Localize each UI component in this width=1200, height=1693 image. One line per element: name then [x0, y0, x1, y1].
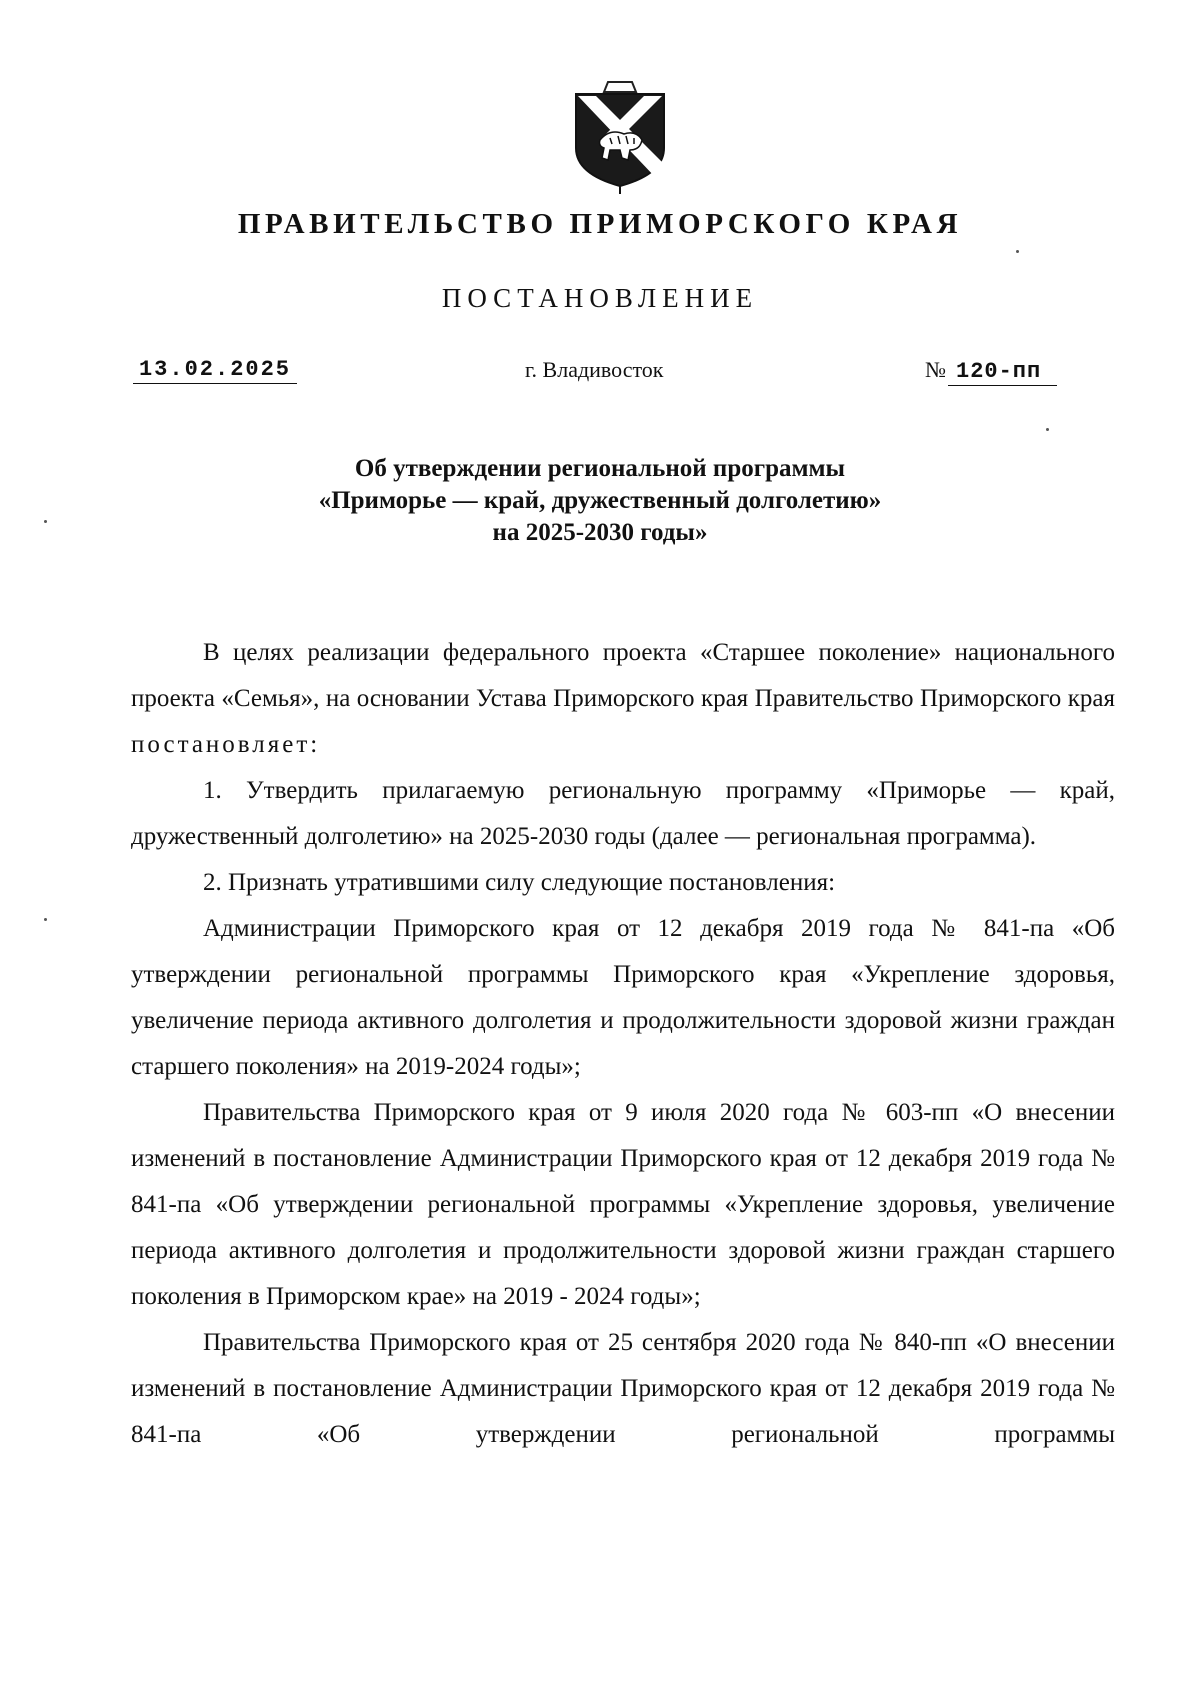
- decree-type: ПОСТАНОВЛЕНИЕ: [441, 283, 759, 313]
- scan-speck: [44, 918, 47, 921]
- item-2-paragraph: 2. Признать утратившими силу следующие постановления:: [203, 869, 836, 896]
- scan-speck: [1046, 428, 1049, 431]
- preamble-text: В целях реализации федерального проекта «Старшее поколение» национального проекта «Семья», на основании Устава Приморского края Правительство Приморского края: [131, 639, 1115, 712]
- coat-of-arms-icon: [570, 78, 670, 196]
- number-value: 120-пп: [948, 359, 1057, 386]
- repealed-act-2: Правительства Приморского края от 9 июля 2020 года № 603-пп «О внесении изменений в постановление Администрации Приморского края от 12 декабря 2019 года № 841-па «Об утверждении региональной программы «Укрепление здоровья, увеличение периода активного долголетия и продолжительности здоровой жизни граждан старшего поколения в Приморском крае» на 2019 - 2024 годы»;: [131, 1099, 1115, 1310]
- scan-speck: [44, 520, 47, 523]
- scan-speck: [1016, 250, 1019, 253]
- preamble-paragraph: [131, 630, 1115, 768]
- decree-body: [131, 630, 1115, 1458]
- decree-meta: [0, 357, 1200, 397]
- subject-line-2: «Приморье — край, дружественный долголетию»: [318, 487, 882, 514]
- decree-city: г. Владивосток: [525, 357, 664, 382]
- decree-subject: [0, 453, 1200, 549]
- subject-line-3: на 2025-2030 годы»: [492, 519, 708, 546]
- repealed-act-3: Правительства Приморского края от 25 сентября 2020 года № 840-пп «О внесении изменений в постановление Администрации Приморского края от 12 декабря 2019 года № 841-па «Об утверждении региональной программы: [131, 1329, 1115, 1448]
- item-1-paragraph: 1. Утвердить прилагаемую региональную программу «Приморье — край, дружественный долголетию» на 2025-2030 годы (далее — региональная программа).: [131, 777, 1115, 850]
- repealed-act-1: Администрации Приморского края от 12 декабря 2019 года № 841-па «Об утверждении региональной программы Приморского края «Укрепление здоровья, увеличение периода активного долголетия и продолжительности здоровой жизни граждан старшего поколения» на 2019-2024 годы»;: [131, 915, 1115, 1080]
- number-sign: №: [925, 357, 946, 382]
- decree-number: [925, 357, 1057, 386]
- decree-date: 13.02.2025: [133, 357, 297, 384]
- preamble-colon: :: [310, 731, 318, 758]
- preamble-resolves: постановляет: [131, 731, 311, 758]
- government-title: ПРАВИТЕЛЬСТВО ПРИМОРСКОГО КРАЯ: [237, 208, 963, 240]
- subject-line-1: Об утверждении региональной программы: [354, 455, 846, 482]
